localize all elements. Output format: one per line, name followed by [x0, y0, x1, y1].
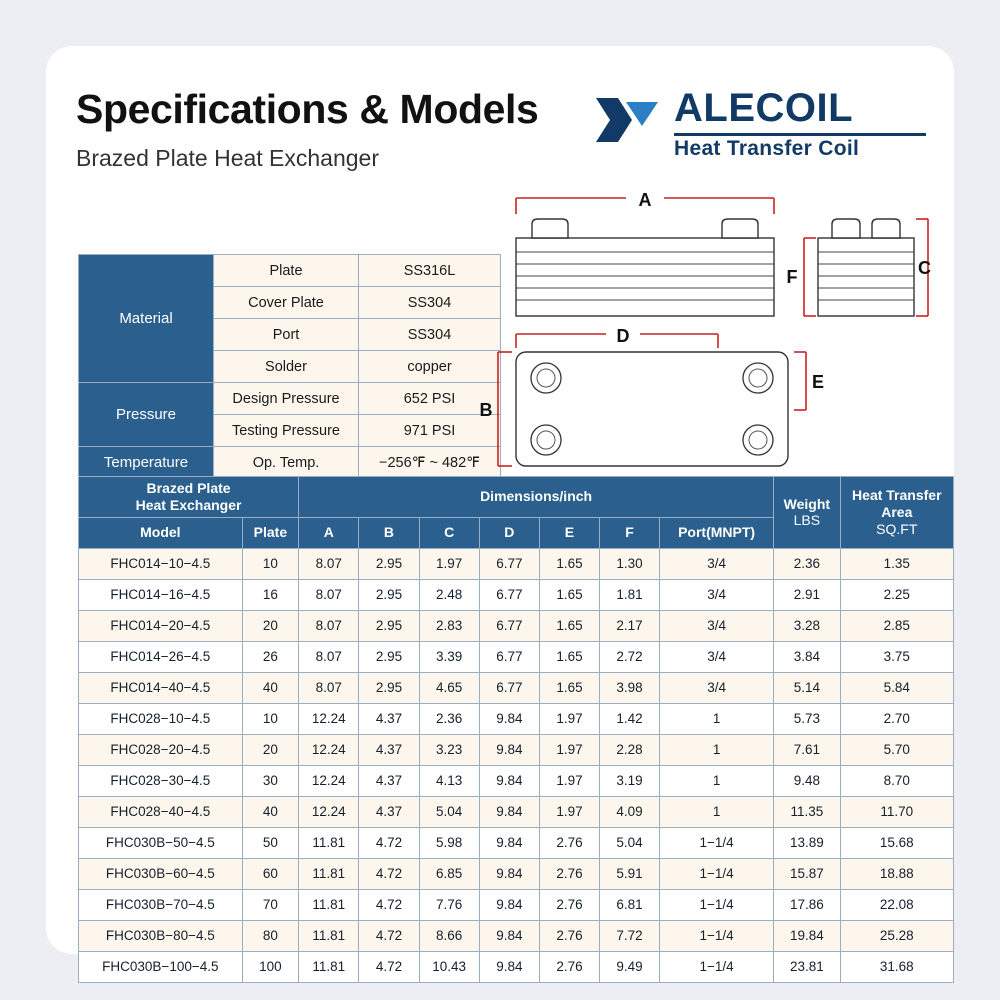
header-col-d: D [479, 517, 539, 548]
cell-value: 3.39 [419, 641, 479, 672]
cell-value: 2.76 [539, 951, 599, 982]
cell-value: 20 [242, 734, 298, 765]
product-dimension-diagram [466, 166, 936, 486]
cell-value: 23.81 [774, 951, 841, 982]
table-row [79, 579, 954, 610]
cell-value: 9.84 [479, 796, 539, 827]
cell-value: 9.84 [479, 734, 539, 765]
cell-value: 100 [242, 951, 298, 982]
cell-value: 2.95 [359, 610, 419, 641]
cell-value: 3/4 [660, 548, 774, 579]
header-area-unit: SQ.FT [876, 520, 918, 537]
spec-label: Design Pressure [214, 383, 359, 415]
header-area [840, 477, 953, 549]
cell-value: 9.49 [600, 951, 660, 982]
cell-value: 1−1/4 [660, 889, 774, 920]
cell-value: 2.76 [539, 858, 599, 889]
spec-value: copper [359, 351, 501, 383]
cell-value: 8.70 [840, 765, 953, 796]
logo-name: ALECOIL [674, 86, 854, 130]
cell-value: 1 [660, 765, 774, 796]
cell-value: 9.84 [479, 889, 539, 920]
cell-value: 3.84 [774, 641, 841, 672]
spec-label: Plate [214, 255, 359, 287]
cell-value: 3.75 [840, 641, 953, 672]
header-col-e: E [539, 517, 599, 548]
table-row [79, 610, 954, 641]
cell-value: 4.72 [359, 858, 419, 889]
cell-value: 9.48 [774, 765, 841, 796]
dim-label-F: F [786, 267, 798, 287]
cell-value: 5.98 [419, 827, 479, 858]
page-subtitle: Brazed Plate Heat Exchanger [76, 145, 380, 172]
table-row [79, 548, 954, 579]
cell-value: 1.97 [539, 734, 599, 765]
cell-value: 40 [242, 672, 298, 703]
cell-value: 2.95 [359, 672, 419, 703]
cell-value: 9.84 [479, 920, 539, 951]
cell-value: 1.30 [600, 548, 660, 579]
table-row [79, 765, 954, 796]
table-row [79, 796, 954, 827]
cell-value: 25.28 [840, 920, 953, 951]
table-row [79, 734, 954, 765]
dim-label-A: A [638, 190, 652, 210]
cell-value: 9.84 [479, 765, 539, 796]
cell-value: 3/4 [660, 641, 774, 672]
cell-value: 2.95 [359, 548, 419, 579]
cell-value: 8.07 [299, 579, 359, 610]
cell-value: 30 [242, 765, 298, 796]
cell-value: 15.68 [840, 827, 953, 858]
cell-model: FHC014−16−4.5 [79, 579, 243, 610]
cell-model: FHC030B−70−4.5 [79, 889, 243, 920]
cell-value: 11.81 [299, 858, 359, 889]
cell-value: 10 [242, 703, 298, 734]
cell-value: 6.85 [419, 858, 479, 889]
cell-value: 2.17 [600, 610, 660, 641]
cell-value: 7.76 [419, 889, 479, 920]
cell-value: 16 [242, 579, 298, 610]
table-row [79, 858, 954, 889]
header-weight-unit: LBS [793, 512, 821, 529]
cell-value: 7.72 [600, 920, 660, 951]
diagram-svg [466, 166, 936, 486]
table-row [79, 951, 954, 982]
cell-value: 12.24 [299, 703, 359, 734]
spec-value: 652 PSI [359, 383, 501, 415]
cell-value: 60 [242, 858, 298, 889]
cell-value: 2.76 [539, 889, 599, 920]
cell-value: 4.65 [419, 672, 479, 703]
table-row [79, 703, 954, 734]
header-col-b: B [359, 517, 419, 548]
cell-model: FHC014−20−4.5 [79, 610, 243, 641]
cell-value: 18.88 [840, 858, 953, 889]
cell-value: 80 [242, 920, 298, 951]
spec-label: Port [214, 319, 359, 351]
spec-label: Cover Plate [214, 287, 359, 319]
cell-value: 10 [242, 548, 298, 579]
cell-value: 2.72 [600, 641, 660, 672]
cell-value: 1−1/4 [660, 858, 774, 889]
header-weight-label: Weight [783, 495, 831, 512]
table-row [79, 827, 954, 858]
cell-value: 12.24 [299, 765, 359, 796]
cell-value: 50 [242, 827, 298, 858]
cell-value: 11.81 [299, 951, 359, 982]
cell-value: 2.70 [840, 703, 953, 734]
cell-value: 5.04 [419, 796, 479, 827]
spec-value: SS304 [359, 319, 501, 351]
cell-value: 70 [242, 889, 298, 920]
cell-value: 8.07 [299, 641, 359, 672]
cell-value: 20 [242, 610, 298, 641]
cell-value: 6.77 [479, 672, 539, 703]
material-spec-table [78, 254, 501, 479]
cell-value: 1 [660, 703, 774, 734]
header-weight [774, 477, 841, 549]
cell-value: 2.95 [359, 641, 419, 672]
cell-value: 26 [242, 641, 298, 672]
cell-model: FHC014−40−4.5 [79, 672, 243, 703]
spec-label: Testing Pressure [214, 415, 359, 447]
cell-value: 2.25 [840, 579, 953, 610]
cell-model: FHC030B−100−4.5 [79, 951, 243, 982]
cell-value: 2.28 [600, 734, 660, 765]
cell-value: 5.14 [774, 672, 841, 703]
dim-label-B: B [479, 400, 493, 420]
table-row [79, 672, 954, 703]
cell-value: 19.84 [774, 920, 841, 951]
cell-value: 1−1/4 [660, 920, 774, 951]
header-area-line1: Heat Transfer [852, 487, 942, 504]
cell-value: 5.70 [840, 734, 953, 765]
cell-value: 11.81 [299, 827, 359, 858]
cell-value: 2.95 [359, 579, 419, 610]
cell-value: 1.97 [419, 548, 479, 579]
cell-value: 4.72 [359, 920, 419, 951]
cell-value: 11.70 [840, 796, 953, 827]
cell-value: 5.73 [774, 703, 841, 734]
brand-logo [596, 86, 926, 170]
cell-value: 2.36 [419, 703, 479, 734]
table-row [79, 383, 501, 415]
cell-value: 1.65 [539, 548, 599, 579]
logo-mark-icon [596, 92, 666, 148]
spec-group-pressure: Pressure [79, 383, 214, 447]
logo-tagline: Heat Transfer Coil [674, 137, 860, 160]
spec-value: −256℉ ~ 482℉ [359, 447, 501, 479]
cell-model: FHC028−20−4.5 [79, 734, 243, 765]
models-table-body [79, 548, 954, 982]
cell-model: FHC028−40−4.5 [79, 796, 243, 827]
cell-value: 1.65 [539, 610, 599, 641]
cell-value: 12.24 [299, 796, 359, 827]
spec-value: SS316L [359, 255, 501, 287]
cell-value: 31.68 [840, 951, 953, 982]
page-title: Specifications & Models [76, 86, 539, 132]
top-view [480, 322, 825, 466]
cell-value: 1.65 [539, 641, 599, 672]
cell-value: 4.72 [359, 951, 419, 982]
table-row [79, 920, 954, 951]
cell-value: 3.19 [600, 765, 660, 796]
cell-value: 1 [660, 796, 774, 827]
spec-value: 971 PSI [359, 415, 501, 447]
cell-value: 3.98 [600, 672, 660, 703]
cell-value: 8.07 [299, 672, 359, 703]
cell-value: 11.81 [299, 920, 359, 951]
cell-value: 1.42 [600, 703, 660, 734]
header-col-f: F [600, 517, 660, 548]
cell-value: 3.23 [419, 734, 479, 765]
cell-value: 2.85 [840, 610, 953, 641]
cell-value: 1.35 [840, 548, 953, 579]
spec-sheet-card [46, 46, 954, 975]
header-dimensions: Dimensions/inch [299, 477, 774, 518]
cell-value: 4.37 [359, 734, 419, 765]
cell-value: 2.48 [419, 579, 479, 610]
spec-group-material: Material [79, 255, 214, 383]
cell-value: 1.97 [539, 703, 599, 734]
cell-value: 22.08 [840, 889, 953, 920]
cell-value: 4.37 [359, 703, 419, 734]
cell-value: 5.04 [600, 827, 660, 858]
table-row [79, 255, 501, 287]
spec-group-temperature: Temperature [79, 447, 214, 479]
cell-value: 9.84 [479, 951, 539, 982]
table-row [79, 641, 954, 672]
cell-model: FHC030B−50−4.5 [79, 827, 243, 858]
cell-value: 8.07 [299, 548, 359, 579]
table-header-row-1 [79, 477, 954, 518]
cell-value: 11.81 [299, 889, 359, 920]
cell-value: 4.72 [359, 827, 419, 858]
cell-value: 6.77 [479, 548, 539, 579]
table-row [79, 447, 501, 479]
spec-label: Op. Temp. [214, 447, 359, 479]
cell-value: 1 [660, 734, 774, 765]
cell-value: 8.66 [419, 920, 479, 951]
cell-model: FHC028−10−4.5 [79, 703, 243, 734]
header-col-model: Model [79, 517, 243, 548]
models-table [78, 476, 954, 983]
header-col-port: Port(MNPT) [660, 517, 774, 548]
cell-value: 1−1/4 [660, 827, 774, 858]
dim-label-C: C [918, 258, 931, 278]
header-area-line2: Area [881, 503, 913, 520]
cell-value: 1.81 [600, 579, 660, 610]
cell-value: 1.65 [539, 579, 599, 610]
cell-value: 11.35 [774, 796, 841, 827]
header-col-c: C [419, 517, 479, 548]
cell-value: 1.97 [539, 765, 599, 796]
header-model-group-line1: Brazed Plate [146, 480, 231, 496]
cell-value: 7.61 [774, 734, 841, 765]
cell-value: 3/4 [660, 610, 774, 641]
cell-model: FHC030B−60−4.5 [79, 858, 243, 889]
cell-value: 4.72 [359, 889, 419, 920]
cell-value: 3/4 [660, 579, 774, 610]
cell-value: 6.77 [479, 610, 539, 641]
header-model-group [79, 477, 299, 518]
cell-value: 6.77 [479, 579, 539, 610]
cell-value: 4.13 [419, 765, 479, 796]
header-model-group-line2: Heat Exchanger [135, 496, 242, 513]
cell-value: 2.76 [539, 920, 599, 951]
dim-label-D: D [616, 326, 630, 346]
cell-value: 1.65 [539, 672, 599, 703]
cell-value: 2.91 [774, 579, 841, 610]
header-col-a: A [299, 517, 359, 548]
cell-value: 12.24 [299, 734, 359, 765]
cell-value: 9.84 [479, 858, 539, 889]
cell-value: 1−1/4 [660, 951, 774, 982]
side-view [787, 219, 932, 316]
cell-value: 15.87 [774, 858, 841, 889]
cell-value: 2.76 [539, 827, 599, 858]
dim-label-E: E [812, 372, 825, 392]
cell-value: 5.91 [600, 858, 660, 889]
cell-model: FHC014−10−4.5 [79, 548, 243, 579]
cell-value: 3/4 [660, 672, 774, 703]
cell-value: 4.37 [359, 796, 419, 827]
front-view [516, 186, 774, 316]
spec-value: SS304 [359, 287, 501, 319]
cell-value: 9.84 [479, 703, 539, 734]
cell-value: 6.81 [600, 889, 660, 920]
cell-value: 4.09 [600, 796, 660, 827]
cell-value: 13.89 [774, 827, 841, 858]
cell-value: 9.84 [479, 827, 539, 858]
cell-value: 2.36 [774, 548, 841, 579]
cell-value: 5.84 [840, 672, 953, 703]
cell-value: 40 [242, 796, 298, 827]
cell-value: 6.77 [479, 641, 539, 672]
cell-model: FHC028−30−4.5 [79, 765, 243, 796]
cell-value: 3.28 [774, 610, 841, 641]
cell-value: 8.07 [299, 610, 359, 641]
header-col-plate: Plate [242, 517, 298, 548]
cell-model: FHC030B−80−4.5 [79, 920, 243, 951]
spec-label: Solder [214, 351, 359, 383]
logo-divider [674, 133, 926, 136]
cell-model: FHC014−26−4.5 [79, 641, 243, 672]
cell-value: 10.43 [419, 951, 479, 982]
table-row [79, 889, 954, 920]
cell-value: 2.83 [419, 610, 479, 641]
cell-value: 17.86 [774, 889, 841, 920]
cell-value: 1.97 [539, 796, 599, 827]
cell-value: 4.37 [359, 765, 419, 796]
